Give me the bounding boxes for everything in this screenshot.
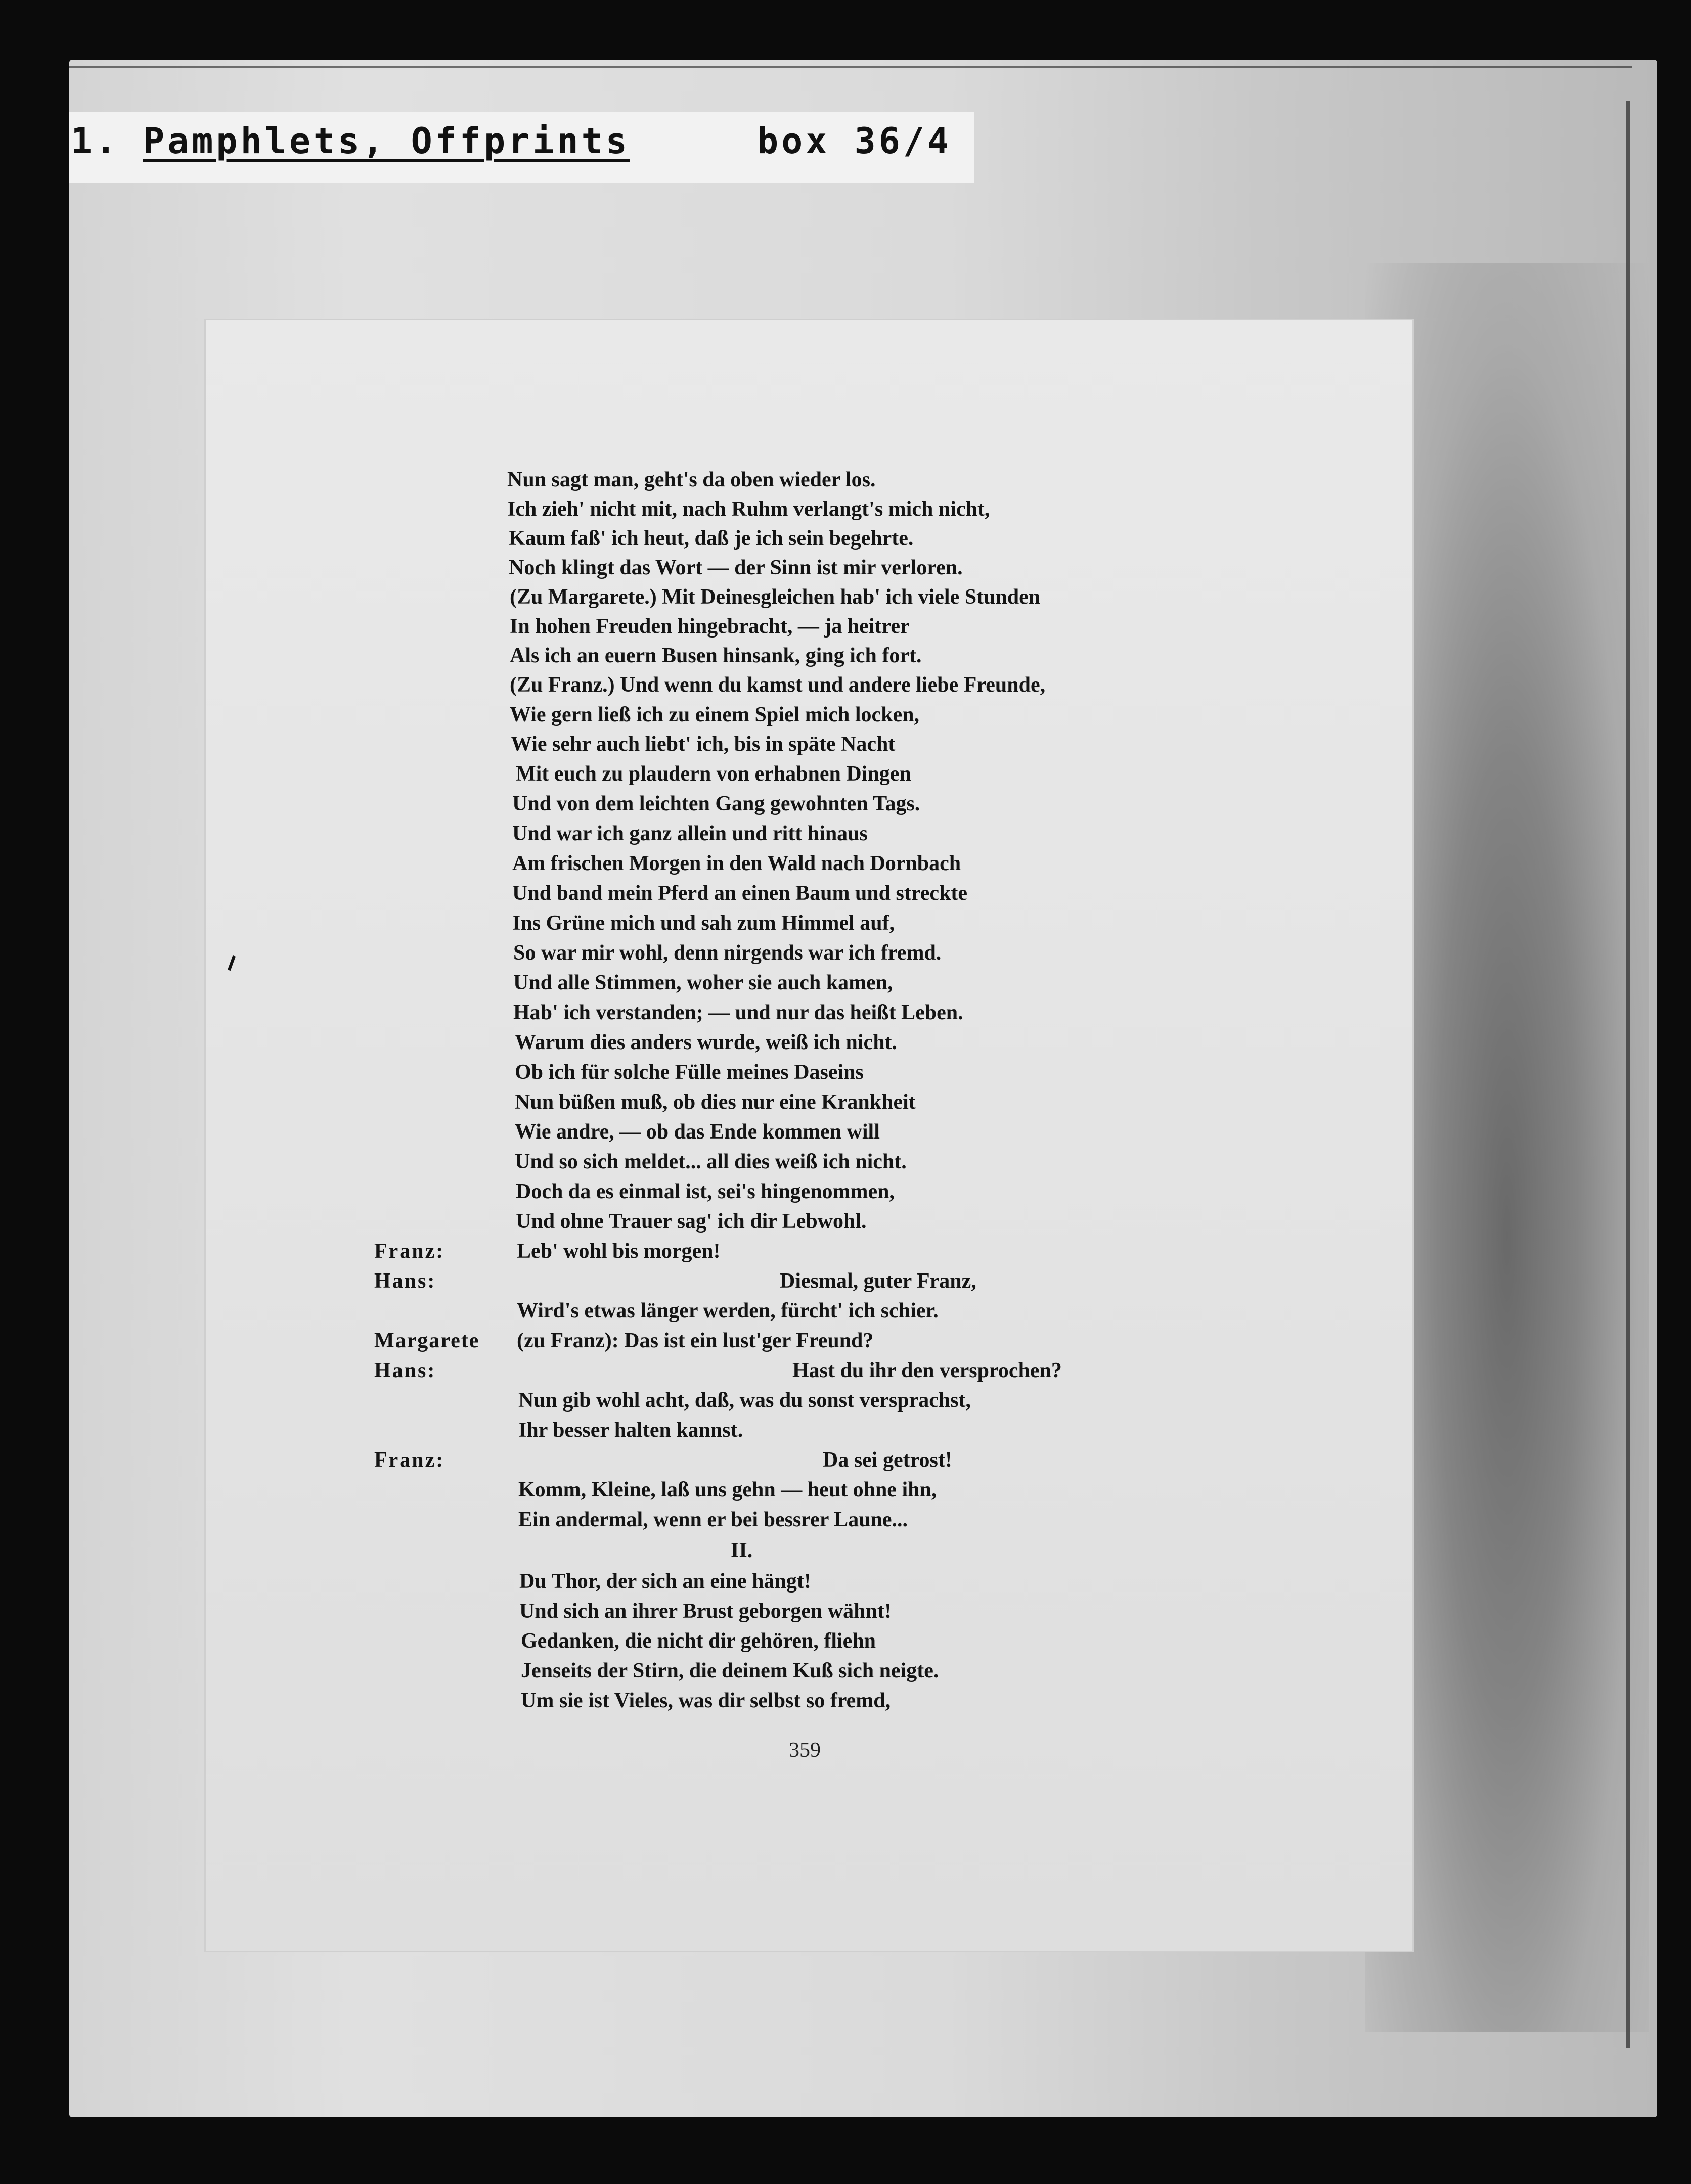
- verse-line: Leb' wohl bis morgen!: [517, 1240, 721, 1263]
- verse-line: Nun gib wohl acht, daß, was du sonst versprachst,: [518, 1389, 971, 1412]
- speaker-franz: Franz:: [374, 1240, 445, 1263]
- verse-line: Hast du ihr den versprochen?: [792, 1359, 1062, 1382]
- verse-line: Am frischen Morgen in den Wald nach Dornbach: [512, 852, 961, 875]
- label-box-number: box 36/4: [757, 120, 952, 162]
- verse-line: Und so sich meldet... all dies weiß ich nicht.: [515, 1150, 907, 1173]
- verse-line: Ihr besser halten kannst.: [518, 1419, 743, 1442]
- verse-line: Und band mein Pferd an einen Baum und streckte: [512, 882, 968, 905]
- section-number: II.: [731, 1539, 753, 1562]
- verse-line: Nun büßen muß, ob dies nur eine Krankheit: [515, 1090, 916, 1114]
- speaker-hans: Hans:: [374, 1359, 436, 1382]
- verse-line: Wie sehr auch liebt' ich, bis in späte Nacht: [511, 733, 896, 756]
- verse-line: In hohen Freuden hingebracht, — ja heitrer: [510, 615, 910, 638]
- verse-line: Hab' ich verstanden; — und nur das heißt Leben.: [513, 1001, 963, 1024]
- verse-line: Und ohne Trauer sag' ich dir Lebwohl.: [516, 1210, 867, 1233]
- verse-line: So war mir wohl, denn nirgends war ich fremd.: [513, 941, 942, 965]
- verse-line: Diesmal, guter Franz,: [780, 1269, 976, 1293]
- verse-line: Als ich an euern Busen hinsank, ging ich fort.: [510, 644, 922, 667]
- verse-line: Komm, Kleine, laß uns gehn — heut ohne ihn,: [518, 1478, 937, 1502]
- speaker-franz: Franz:: [374, 1448, 445, 1472]
- verse-line: Und von dem leichten Gang gewohnten Tags.: [512, 792, 920, 815]
- verse-line: Ich zieh' nicht mit, nach Ruhm verlangt's mich nicht,: [507, 497, 990, 521]
- verse-line: Doch da es einmal ist, sei's hingenommen,: [516, 1180, 895, 1203]
- verse-line: Jenseits der Stirn, die deinem Kuß sich neigte.: [521, 1659, 939, 1682]
- speaker-hans: Hans:: [374, 1269, 436, 1293]
- card-top-edge: [69, 66, 1632, 68]
- verse-line: Nun sagt man, geht's da oben wieder los.: [507, 468, 876, 491]
- verse-line: Warum dies anders wurde, weiß ich nicht.: [515, 1031, 898, 1054]
- speaker-margarete: Margarete: [374, 1329, 480, 1352]
- verse-line: (Zu Margarete.) Mit Deinesgleichen hab' ich viele Stunden: [510, 585, 1041, 609]
- verse-line: Ins Grüne mich und sah zum Himmel auf,: [512, 912, 895, 935]
- verse-line: Und alle Stimmen, woher sie auch kamen,: [513, 971, 893, 994]
- verse-line: Wie gern ließ ich zu einem Spiel mich locken,: [510, 703, 920, 726]
- verse-line: Wird's etwas länger werden, fürcht' ich schier.: [517, 1299, 939, 1323]
- label-title: Pamphlets, Offprints: [143, 120, 630, 162]
- verse-line: Und sich an ihrer Brust geborgen wähnt!: [519, 1600, 892, 1623]
- page-number: 359: [789, 1739, 821, 1762]
- verse-line: Ob ich für solche Fülle meines Daseins: [515, 1061, 864, 1084]
- verse-line: Du Thor, der sich an eine hängt!: [519, 1570, 811, 1593]
- verse-line: Da sei getrost!: [823, 1448, 952, 1472]
- verse-line: Ein andermal, wenn er bei bessrer Laune...: [518, 1508, 908, 1531]
- verse-line: (zu Franz): Das ist ein lust'ger Freund?: [517, 1329, 874, 1352]
- verse-line: Mit euch zu plaudern von erhabnen Dingen: [516, 762, 911, 786]
- verse-line: Gedanken, die nicht dir gehören, fliehn: [521, 1629, 876, 1653]
- label-index: 1.: [71, 120, 120, 162]
- verse-line: Kaum faß' ich heut, daß je ich sein begehrte.: [509, 527, 914, 550]
- verse-line: Noch klingt das Wort — der Sinn ist mir verloren.: [509, 556, 963, 579]
- card-right-edge: [1626, 101, 1630, 2048]
- verse-line: Um sie ist Vieles, was dir selbst so fremd,: [521, 1689, 891, 1712]
- verse-line: Wie andre, — ob das Ende kommen will: [515, 1120, 880, 1144]
- verse-line: Und war ich ganz allein und ritt hinaus: [512, 822, 868, 845]
- verse-line: (Zu Franz.) Und wenn du kamst und andere liebe Freunde,: [510, 673, 1046, 697]
